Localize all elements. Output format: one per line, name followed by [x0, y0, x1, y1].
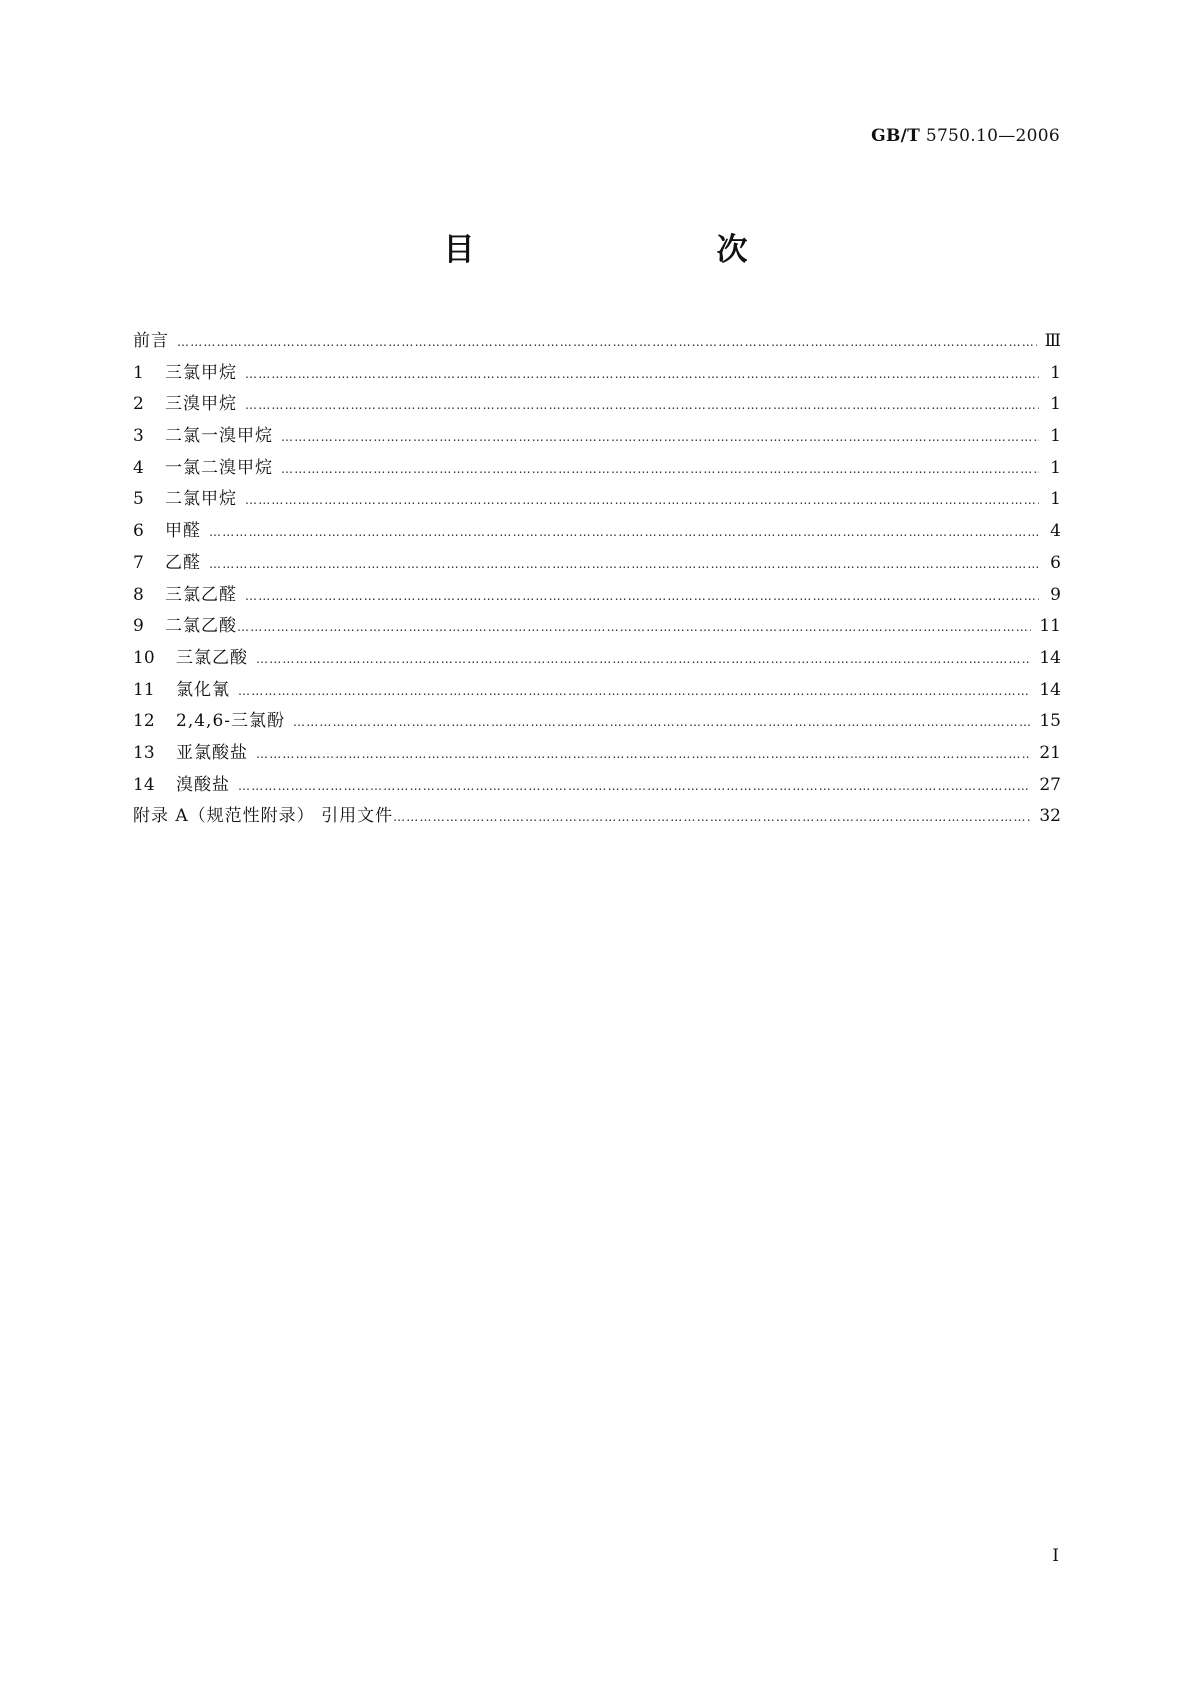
toc-entry[interactable] [133, 675, 1061, 707]
toc-entry[interactable] [133, 738, 1061, 770]
toc-leader-dots [281, 430, 1039, 444]
standard-number: 5750.10—2006 [920, 126, 1060, 146]
toc-entry-label: 2,4,6-三氯酚 [176, 711, 285, 732]
toc-entry-number: 13 [133, 742, 155, 763]
toc-leader-dots [281, 462, 1039, 476]
toc-entry-number: 11 [133, 679, 155, 700]
toc-leader-dots [293, 715, 1031, 729]
toc-entry[interactable] [133, 643, 1061, 675]
toc-entry-page: 11 [1039, 616, 1061, 637]
toc-entry-label: 乙醛 [165, 552, 201, 573]
toc-entry-number: 9 [133, 616, 144, 637]
toc-entry[interactable] [133, 389, 1061, 421]
toc-entry[interactable] [133, 706, 1061, 738]
toc-entry-page: 14 [1039, 647, 1061, 668]
toc-entry-number: 6 [133, 521, 144, 542]
toc-entry-label: 亚氯酸盐 [176, 742, 248, 763]
toc-entry-label: 甲醛 [165, 521, 201, 542]
toc-leader-dots [177, 335, 1037, 349]
toc-entry[interactable] [133, 548, 1061, 580]
page-number: I [1052, 1546, 1059, 1566]
toc-leader-dots [209, 557, 1039, 571]
toc-entry-page: 32 [1039, 806, 1061, 827]
toc-entry[interactable] [133, 484, 1061, 516]
toc-entry-page: 1 [1050, 489, 1061, 510]
toc-entry[interactable] [133, 770, 1061, 802]
toc-entry-label: 前言 [133, 331, 169, 351]
toc-entry-number: 8 [133, 584, 144, 605]
toc-entry-foreword[interactable] [133, 326, 1061, 358]
toc-entry[interactable] [133, 516, 1061, 548]
toc-entry-number: 3 [133, 426, 144, 447]
toc-entry-label: 一氯二溴甲烷 [165, 457, 273, 478]
table-of-contents [133, 326, 1061, 833]
toc-entry-number: 1 [133, 362, 144, 383]
standard-number-header [871, 126, 1060, 146]
toc-leader-dots [245, 398, 1039, 412]
toc-title: 目 次 [443, 232, 808, 268]
toc-entry-number: 14 [133, 774, 155, 795]
toc-entry-number: 7 [133, 552, 144, 573]
toc-entry[interactable] [133, 580, 1061, 612]
toc-entry-label: 二氯乙酸 [165, 616, 237, 637]
toc-leader-dots [238, 684, 1031, 698]
toc-entry-label: 附录 A（规范性附录） 引用文件 [133, 806, 394, 827]
toc-entry-number: 2 [133, 394, 144, 415]
toc-entry-number: 4 [133, 457, 144, 478]
toc-entry-number: 10 [133, 647, 155, 668]
toc-entry-page: 4 [1050, 521, 1061, 542]
toc-leader-dots [245, 367, 1039, 381]
toc-entry-number: 12 [133, 711, 155, 732]
toc-entry-page: 6 [1050, 552, 1061, 573]
toc-entry-label: 三氯乙酸 [176, 647, 248, 668]
toc-entry-page: 1 [1050, 457, 1061, 478]
standard-code: GB/T [871, 126, 921, 146]
toc-entry-page: Ⅲ [1044, 331, 1061, 351]
toc-leader-dots [245, 589, 1039, 603]
toc-leader-dots [238, 779, 1031, 793]
toc-entry-page: 1 [1050, 394, 1061, 415]
toc-entry-page: 27 [1039, 774, 1061, 795]
toc-entry[interactable] [133, 358, 1061, 390]
toc-leader-dots [256, 652, 1031, 666]
toc-entry[interactable] [133, 453, 1061, 485]
toc-entry[interactable] [133, 421, 1061, 453]
toc-entry-page: 9 [1050, 584, 1061, 605]
toc-leader-dots [256, 747, 1031, 761]
toc-entry-page: 15 [1039, 711, 1061, 732]
toc-leader-dots [245, 493, 1039, 507]
toc-entry-page: 1 [1050, 362, 1061, 383]
toc-entry-label: 三溴甲烷 [165, 394, 237, 415]
toc-entry-page: 1 [1050, 426, 1061, 447]
toc-entry-page: 14 [1039, 679, 1061, 700]
toc-entry-page: 21 [1039, 742, 1061, 763]
toc-entry-label: 氯化氰 [176, 679, 230, 700]
toc-leader-dots [209, 525, 1039, 539]
toc-entry-label: 三氯甲烷 [165, 362, 237, 383]
toc-entry-label: 溴酸盐 [176, 774, 230, 795]
toc-leader-dots [237, 620, 1031, 634]
toc-entry-label: 二氯一溴甲烷 [165, 426, 273, 447]
toc-entry-label: 三氯乙醛 [165, 584, 237, 605]
toc-entry-label: 二氯甲烷 [165, 489, 237, 510]
toc-leader-dots [393, 810, 1031, 824]
toc-entry[interactable] [133, 611, 1061, 643]
toc-entry-appendix-a[interactable] [133, 801, 1061, 833]
toc-entry-number: 5 [133, 489, 144, 510]
